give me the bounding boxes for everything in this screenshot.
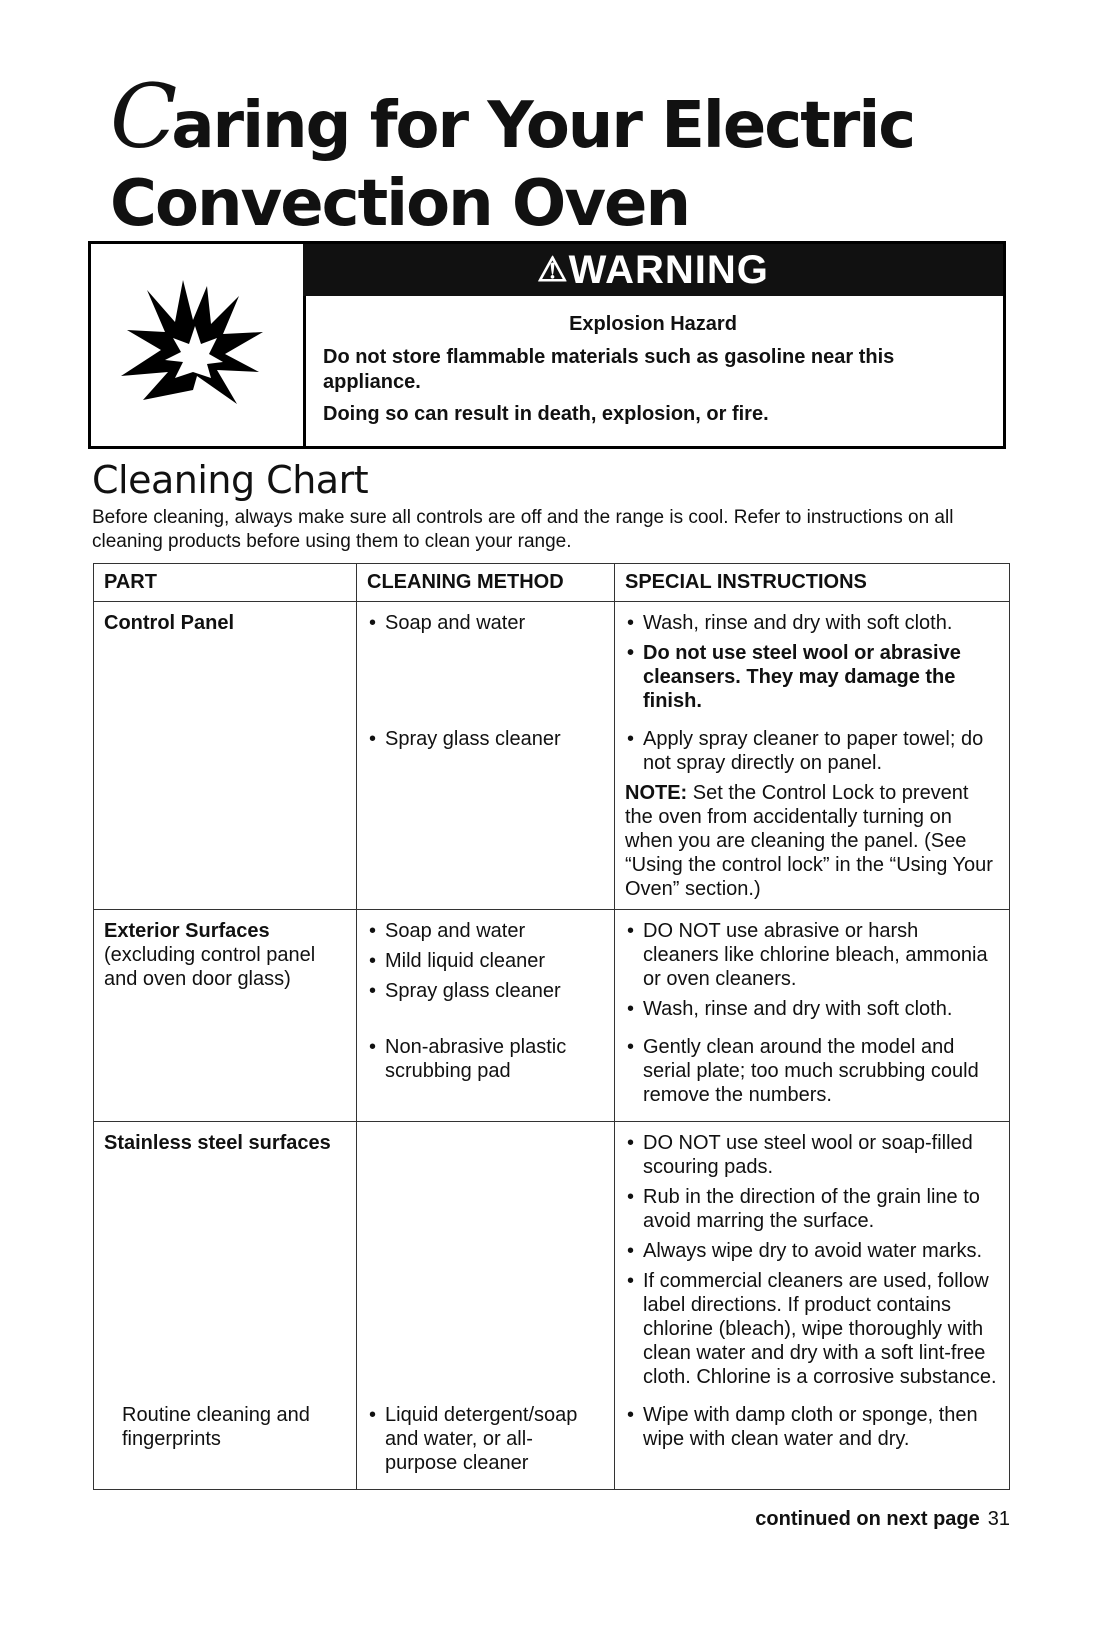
table-row-stainless-steel <box>94 1122 1010 1404</box>
instruction-item: • DO NOT use steel wool or soap-filled scouring pads. <box>625 1131 999 1179</box>
table-row-routine-cleaning <box>94 1403 1010 1490</box>
part-note: (excluding control panel and oven door glass) <box>104 944 316 990</box>
cell-instructions <box>615 1122 1010 1404</box>
explosion-icon <box>91 244 306 446</box>
cell-method <box>357 727 615 910</box>
title-initial: C <box>110 65 176 168</box>
cell-part <box>94 1122 357 1404</box>
instruction-item: • Wash, rinse and dry with soft cloth. <box>625 611 999 635</box>
cell-method <box>357 602 615 728</box>
instruction-item: • DO NOT use abrasive or harsh cleaners like chlorine bleach, ammonia or oven cleaners. <box>625 919 999 991</box>
instruction-item: • Gently clean around the model and serial plate; too much scrubbing could remove the numbers. <box>625 1035 999 1107</box>
cell-instructions <box>615 1403 1010 1490</box>
method-item: • Liquid detergent/soap and water, or all-purpose cleaner <box>367 1403 604 1475</box>
instruction-item: • Wash, rinse and dry with soft cloth. <box>625 997 999 1021</box>
section-intro: Before cleaning, always make sure all controls are off and the range is cool. Refer to instructions on all cleaning products before using them to clean your range. <box>92 507 954 552</box>
cell-method <box>357 910 615 1036</box>
cell-method <box>357 1403 615 1490</box>
header-cleaning-method: CLEANING METHOD <box>357 564 615 602</box>
table-header-row <box>94 564 1010 602</box>
warning-box <box>88 241 1006 449</box>
header-part: PART <box>94 564 357 602</box>
table-row-control-panel <box>94 602 1010 728</box>
method-item: • Spray glass cleaner <box>367 727 604 751</box>
cell-part <box>94 727 357 910</box>
warning-body <box>323 312 983 434</box>
cell-part <box>94 1035 357 1122</box>
page-title <box>110 65 1010 243</box>
note-label: NOTE: <box>625 782 688 804</box>
cell-instructions <box>615 910 1010 1036</box>
warning-heading-text: WARNING <box>568 248 769 292</box>
part-name: Stainless steel surfaces <box>104 1132 331 1154</box>
note-text: Set the Control Lock to prevent the oven from accidentally turning on when you are cleaning the panel. (See “Using the control lock” in the “Using Your Oven” section.) <box>625 782 993 900</box>
table-row-control-panel-cont <box>94 727 1010 910</box>
warning-line-2: Doing so can result in death, explosion, or fire. <box>323 403 769 425</box>
table-row-exterior-surfaces-cont <box>94 1035 1010 1122</box>
cell-part <box>94 1403 357 1490</box>
continued-note: continued on next page <box>755 1508 980 1530</box>
method-item: • Non-abrasive plastic scrubbing pad <box>367 1035 604 1083</box>
warning-line-1: Do not store flammable materials such as gasoline near this appliance. <box>323 346 895 393</box>
note <box>625 781 999 901</box>
section-title: Cleaning Chart <box>92 458 369 502</box>
header-special-instructions: SPECIAL INSTRUCTIONS <box>615 564 1010 602</box>
instruction-item: • Apply spray cleaner to paper towel; do not spray directly on panel. <box>625 727 999 775</box>
method-item: • Soap and water <box>367 919 604 943</box>
title-line2: Convection Oven <box>110 167 689 241</box>
page-footer <box>640 1507 1010 1531</box>
cleaning-chart-table <box>93 563 1010 1490</box>
method-item: • Soap and water <box>367 611 604 635</box>
instruction-item: • Always wipe dry to avoid water marks. <box>625 1239 999 1263</box>
cell-instructions <box>615 1035 1010 1122</box>
method-item: • Spray glass cleaner <box>367 979 604 1003</box>
cell-instructions <box>615 602 1010 728</box>
cell-method <box>357 1122 615 1404</box>
part-name: Control Panel <box>104 612 235 634</box>
cell-part <box>94 602 357 728</box>
method-item: • Mild liquid cleaner <box>367 949 604 973</box>
cell-instructions <box>615 727 1010 910</box>
part-name: Exterior Surfaces <box>104 920 270 942</box>
sub-part-name: Routine cleaning and fingerprints <box>122 1404 310 1450</box>
cell-method <box>357 1035 615 1122</box>
instruction-item: • Do not use steel wool or abrasive cleansers. They may damage the finish. <box>625 641 999 713</box>
table-row-exterior-surfaces <box>94 910 1010 1036</box>
cell-part <box>94 910 357 1036</box>
warning-triangle-icon: ⚠ <box>537 251 569 289</box>
warning-subheading: Explosion Hazard <box>569 313 737 335</box>
instruction-item: • Wipe with damp cloth or sponge, then wipe with clean water and dry. <box>625 1403 999 1451</box>
instruction-item: • If commercial cleaners are used, follow label directions. If product contains chlorine (bleach), wipe thoroughly with clean water and dry with a soft lint-free cloth. Chlorine is a corrosive substance. <box>625 1269 999 1389</box>
title-line1: aring for Your Electric <box>171 89 915 163</box>
instruction-item: • Rub in the direction of the grain line to avoid marring the surface. <box>625 1185 999 1233</box>
page-number: 31 <box>987 1508 1010 1530</box>
warning-heading <box>303 244 1003 296</box>
